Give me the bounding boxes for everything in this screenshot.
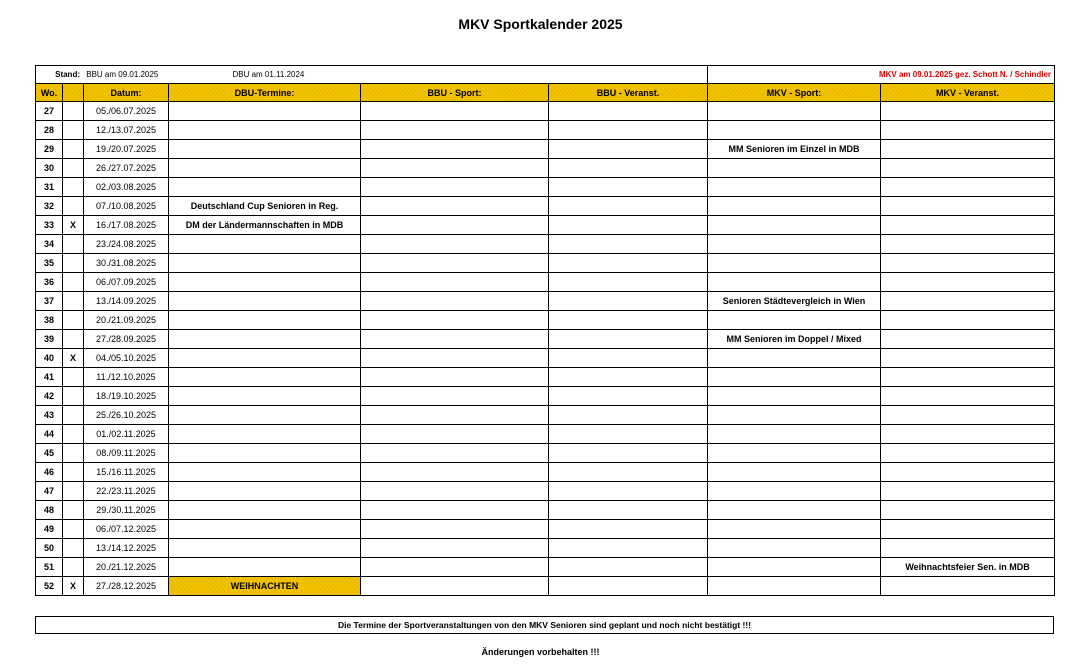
dbu-termine-cell bbox=[169, 406, 361, 425]
bbu-veranst-cell bbox=[549, 254, 708, 273]
dbu-termine-cell bbox=[169, 330, 361, 349]
bbu-veranst-cell bbox=[549, 311, 708, 330]
week-number: 28 bbox=[36, 121, 63, 140]
mark-x bbox=[63, 520, 84, 539]
mkv-sport-cell bbox=[708, 558, 881, 577]
table-row bbox=[36, 558, 1055, 577]
mkv-sport-cell bbox=[708, 368, 881, 387]
dbu-termine-cell bbox=[169, 558, 361, 577]
week-number: 31 bbox=[36, 178, 63, 197]
mark-x bbox=[63, 159, 84, 178]
mark-x bbox=[63, 330, 84, 349]
dbu-termine-cell bbox=[169, 368, 361, 387]
dbu-termine-cell bbox=[169, 425, 361, 444]
mkv-veranst-cell bbox=[881, 501, 1055, 520]
bbu-veranst-cell bbox=[549, 444, 708, 463]
bbu-sport-cell bbox=[361, 121, 549, 140]
bbu-sport-cell bbox=[361, 102, 549, 121]
bbu-sport-cell bbox=[361, 577, 549, 596]
stand-dbu: DBU am 01.11.2024 bbox=[232, 70, 305, 79]
week-number: 37 bbox=[36, 292, 63, 311]
mkv-sport-cell: Senioren Städtevergleich in Wien bbox=[708, 292, 881, 311]
bbu-sport-cell bbox=[361, 539, 549, 558]
week-number: 30 bbox=[36, 159, 63, 178]
mkv-sport-cell bbox=[708, 254, 881, 273]
week-number: 33 bbox=[36, 216, 63, 235]
mark-x: X bbox=[63, 216, 84, 235]
week-number: 38 bbox=[36, 311, 63, 330]
mark-x bbox=[63, 311, 84, 330]
calendar-sheet bbox=[35, 65, 1054, 596]
table-row bbox=[36, 102, 1055, 121]
dbu-termine-cell bbox=[169, 292, 361, 311]
bbu-veranst-cell bbox=[549, 520, 708, 539]
week-number: 45 bbox=[36, 444, 63, 463]
mark-x: X bbox=[63, 349, 84, 368]
bbu-veranst-cell bbox=[549, 577, 708, 596]
mkv-veranst-cell bbox=[881, 273, 1055, 292]
table-row bbox=[36, 501, 1055, 520]
mark-x bbox=[63, 482, 84, 501]
table-row bbox=[36, 235, 1055, 254]
stand-row bbox=[36, 66, 1055, 84]
bbu-sport-cell bbox=[361, 254, 549, 273]
dbu-termine-cell bbox=[169, 501, 361, 520]
bbu-sport-cell bbox=[361, 235, 549, 254]
table-row bbox=[36, 216, 1055, 235]
bbu-sport-cell bbox=[361, 558, 549, 577]
mark-x bbox=[63, 102, 84, 121]
bbu-sport-cell bbox=[361, 444, 549, 463]
date-cell: 19./20.07.2025 bbox=[84, 140, 169, 159]
bbu-sport-cell bbox=[361, 482, 549, 501]
mkv-sport-cell bbox=[708, 463, 881, 482]
dbu-termine-cell bbox=[169, 463, 361, 482]
calendar-table bbox=[35, 65, 1055, 596]
date-cell: 15./16.11.2025 bbox=[84, 463, 169, 482]
dbu-termine-cell bbox=[169, 235, 361, 254]
dbu-termine-cell: Deutschland Cup Senioren in Reg. bbox=[169, 197, 361, 216]
mkv-veranst-cell bbox=[881, 159, 1055, 178]
week-number: 49 bbox=[36, 520, 63, 539]
mkv-sport-cell bbox=[708, 311, 881, 330]
mkv-sport-cell bbox=[708, 121, 881, 140]
bbu-sport-cell bbox=[361, 273, 549, 292]
table-row bbox=[36, 121, 1055, 140]
stand-mkv: MKV am 09.01.2025 gez. Schott N. / Schindler bbox=[708, 66, 1055, 84]
mark-x bbox=[63, 558, 84, 577]
week-number: 46 bbox=[36, 463, 63, 482]
week-number: 47 bbox=[36, 482, 63, 501]
dbu-termine-cell bbox=[169, 444, 361, 463]
bbu-sport-cell bbox=[361, 463, 549, 482]
mkv-veranst-cell bbox=[881, 330, 1055, 349]
date-cell: 12./13.07.2025 bbox=[84, 121, 169, 140]
week-number: 42 bbox=[36, 387, 63, 406]
mkv-veranst-cell bbox=[881, 216, 1055, 235]
date-cell: 05./06.07.2025 bbox=[84, 102, 169, 121]
bbu-sport-cell bbox=[361, 140, 549, 159]
week-number: 32 bbox=[36, 197, 63, 216]
bbu-sport-cell bbox=[361, 387, 549, 406]
date-cell: 13./14.12.2025 bbox=[84, 539, 169, 558]
dbu-termine-cell bbox=[169, 102, 361, 121]
mark-x bbox=[63, 501, 84, 520]
mkv-veranst-cell bbox=[881, 387, 1055, 406]
header-dbu-termine: DBU-Termine: bbox=[169, 84, 361, 102]
bbu-veranst-cell bbox=[549, 482, 708, 501]
dbu-termine-cell bbox=[169, 273, 361, 292]
table-row bbox=[36, 387, 1055, 406]
mkv-veranst-cell bbox=[881, 444, 1055, 463]
mark-x bbox=[63, 178, 84, 197]
footer-notice: Die Termine der Sportveranstaltungen von den MKV Senioren sind geplant und noch nicht bestätigt !!! bbox=[35, 616, 1054, 634]
mkv-veranst-cell bbox=[881, 368, 1055, 387]
dbu-termine-cell bbox=[169, 121, 361, 140]
table-row bbox=[36, 577, 1055, 596]
table-row bbox=[36, 444, 1055, 463]
date-cell: 11./12.10.2025 bbox=[84, 368, 169, 387]
bbu-veranst-cell bbox=[549, 140, 708, 159]
bbu-veranst-cell bbox=[549, 159, 708, 178]
date-cell: 25./26.10.2025 bbox=[84, 406, 169, 425]
mark-x bbox=[63, 368, 84, 387]
mkv-veranst-cell bbox=[881, 292, 1055, 311]
bbu-sport-cell bbox=[361, 197, 549, 216]
week-number: 41 bbox=[36, 368, 63, 387]
bbu-sport-cell bbox=[361, 501, 549, 520]
bbu-veranst-cell bbox=[549, 349, 708, 368]
mkv-sport-cell: MM Senioren im Doppel / Mixed bbox=[708, 330, 881, 349]
mkv-veranst-cell bbox=[881, 311, 1055, 330]
dbu-termine-cell: DM der Ländermannschaften in MDB bbox=[169, 216, 361, 235]
mkv-sport-cell bbox=[708, 425, 881, 444]
mkv-veranst-cell bbox=[881, 102, 1055, 121]
bbu-veranst-cell bbox=[549, 539, 708, 558]
stand-cell bbox=[36, 66, 708, 84]
mark-x bbox=[63, 121, 84, 140]
dbu-termine-cell bbox=[169, 254, 361, 273]
mkv-sport-cell bbox=[708, 539, 881, 558]
week-number: 40 bbox=[36, 349, 63, 368]
footer-note: Änderungen vorbehalten !!! bbox=[481, 647, 600, 657]
week-number: 36 bbox=[36, 273, 63, 292]
mkv-sport-cell bbox=[708, 159, 881, 178]
date-cell: 07./10.08.2025 bbox=[84, 197, 169, 216]
table-row bbox=[36, 292, 1055, 311]
mkv-veranst-cell bbox=[881, 463, 1055, 482]
dbu-termine-cell bbox=[169, 349, 361, 368]
dbu-termine-cell bbox=[169, 387, 361, 406]
bbu-veranst-cell bbox=[549, 102, 708, 121]
mark-x bbox=[63, 387, 84, 406]
mkv-veranst-cell bbox=[881, 235, 1055, 254]
date-cell: 20./21.09.2025 bbox=[84, 311, 169, 330]
stand-label: Stand: bbox=[55, 70, 80, 79]
date-cell: 29./30.11.2025 bbox=[84, 501, 169, 520]
dbu-termine-cell bbox=[169, 482, 361, 501]
bbu-veranst-cell bbox=[549, 292, 708, 311]
mkv-sport-cell bbox=[708, 520, 881, 539]
table-row bbox=[36, 539, 1055, 558]
bbu-sport-cell bbox=[361, 311, 549, 330]
dbu-termine-cell: WEIHNACHTEN bbox=[169, 577, 361, 596]
mark-x bbox=[63, 539, 84, 558]
mark-x bbox=[63, 444, 84, 463]
bbu-sport-cell bbox=[361, 520, 549, 539]
mark-x: X bbox=[63, 577, 84, 596]
header-mkv-sport: MKV - Sport: bbox=[708, 84, 881, 102]
table-row bbox=[36, 273, 1055, 292]
date-cell: 13./14.09.2025 bbox=[84, 292, 169, 311]
table-row bbox=[36, 311, 1055, 330]
mkv-sport-cell bbox=[708, 349, 881, 368]
table-row bbox=[36, 178, 1055, 197]
bbu-veranst-cell bbox=[549, 558, 708, 577]
bbu-veranst-cell bbox=[549, 235, 708, 254]
mark-x bbox=[63, 235, 84, 254]
week-number: 27 bbox=[36, 102, 63, 121]
mkv-sport-cell bbox=[708, 577, 881, 596]
dbu-termine-cell bbox=[169, 159, 361, 178]
table-row bbox=[36, 406, 1055, 425]
date-cell: 06./07.12.2025 bbox=[84, 520, 169, 539]
bbu-veranst-cell bbox=[549, 121, 708, 140]
table-row bbox=[36, 197, 1055, 216]
mkv-sport-cell bbox=[708, 501, 881, 520]
bbu-sport-cell bbox=[361, 425, 549, 444]
date-cell: 01./02.11.2025 bbox=[84, 425, 169, 444]
bbu-veranst-cell bbox=[549, 501, 708, 520]
mkv-sport-cell bbox=[708, 235, 881, 254]
mkv-veranst-cell bbox=[881, 121, 1055, 140]
table-row bbox=[36, 482, 1055, 501]
table-row bbox=[36, 140, 1055, 159]
mkv-veranst-cell bbox=[881, 577, 1055, 596]
date-cell: 22./23.11.2025 bbox=[84, 482, 169, 501]
mkv-sport-cell bbox=[708, 387, 881, 406]
mkv-sport-cell bbox=[708, 406, 881, 425]
bbu-sport-cell bbox=[361, 368, 549, 387]
week-number: 34 bbox=[36, 235, 63, 254]
mkv-veranst-cell bbox=[881, 482, 1055, 501]
table-row bbox=[36, 330, 1055, 349]
table-row bbox=[36, 520, 1055, 539]
header-wo: Wo. bbox=[36, 84, 63, 102]
mkv-veranst-cell bbox=[881, 520, 1055, 539]
date-cell: 16./17.08.2025 bbox=[84, 216, 169, 235]
bbu-sport-cell bbox=[361, 178, 549, 197]
mkv-sport-cell bbox=[708, 216, 881, 235]
header-bbu-veranst: BBU - Veranst. bbox=[549, 84, 708, 102]
week-number: 39 bbox=[36, 330, 63, 349]
date-cell: 30./31.08.2025 bbox=[84, 254, 169, 273]
mark-x bbox=[63, 292, 84, 311]
week-number: 35 bbox=[36, 254, 63, 273]
dbu-termine-cell bbox=[169, 311, 361, 330]
mkv-sport-cell bbox=[708, 197, 881, 216]
header-mkv-veranst: MKV - Veranst. bbox=[881, 84, 1055, 102]
dbu-termine-cell bbox=[169, 520, 361, 539]
mkv-sport-cell bbox=[708, 178, 881, 197]
mark-x bbox=[63, 273, 84, 292]
bbu-sport-cell bbox=[361, 406, 549, 425]
header-x bbox=[63, 84, 84, 102]
bbu-veranst-cell bbox=[549, 368, 708, 387]
week-number: 44 bbox=[36, 425, 63, 444]
stand-bbu: BBU am 09.01.2025 bbox=[86, 70, 159, 79]
table-row bbox=[36, 463, 1055, 482]
mkv-veranst-cell bbox=[881, 197, 1055, 216]
mark-x bbox=[63, 425, 84, 444]
table-row bbox=[36, 349, 1055, 368]
mark-x bbox=[63, 254, 84, 273]
week-number: 29 bbox=[36, 140, 63, 159]
header-row bbox=[36, 84, 1055, 102]
bbu-veranst-cell bbox=[549, 463, 708, 482]
week-number: 43 bbox=[36, 406, 63, 425]
date-cell: 27./28.09.2025 bbox=[84, 330, 169, 349]
date-cell: 20./21.12.2025 bbox=[84, 558, 169, 577]
date-cell: 18./19.10.2025 bbox=[84, 387, 169, 406]
bbu-sport-cell bbox=[361, 292, 549, 311]
mkv-veranst-cell bbox=[881, 425, 1055, 444]
table-row bbox=[36, 159, 1055, 178]
mkv-sport-cell bbox=[708, 102, 881, 121]
date-cell: 08./09.11.2025 bbox=[84, 444, 169, 463]
mkv-sport-cell bbox=[708, 444, 881, 463]
bbu-veranst-cell bbox=[549, 406, 708, 425]
dbu-termine-cell bbox=[169, 539, 361, 558]
mkv-veranst-cell bbox=[881, 349, 1055, 368]
mkv-sport-cell bbox=[708, 482, 881, 501]
mark-x bbox=[63, 140, 84, 159]
mark-x bbox=[63, 406, 84, 425]
mkv-sport-cell bbox=[708, 273, 881, 292]
week-number: 51 bbox=[36, 558, 63, 577]
mark-x bbox=[63, 197, 84, 216]
bbu-sport-cell bbox=[361, 216, 549, 235]
mkv-veranst-cell bbox=[881, 406, 1055, 425]
bbu-veranst-cell bbox=[549, 425, 708, 444]
mkv-veranst-cell bbox=[881, 539, 1055, 558]
bbu-sport-cell bbox=[361, 349, 549, 368]
table-row bbox=[36, 254, 1055, 273]
date-cell: 26./27.07.2025 bbox=[84, 159, 169, 178]
date-cell: 23./24.08.2025 bbox=[84, 235, 169, 254]
date-cell: 02./03.08.2025 bbox=[84, 178, 169, 197]
date-cell: 04./05.10.2025 bbox=[84, 349, 169, 368]
mkv-veranst-cell bbox=[881, 178, 1055, 197]
bbu-veranst-cell bbox=[549, 273, 708, 292]
header-bbu-sport: BBU - Sport: bbox=[361, 84, 549, 102]
dbu-termine-cell bbox=[169, 178, 361, 197]
week-number: 48 bbox=[36, 501, 63, 520]
header-datum: Datum: bbox=[84, 84, 169, 102]
page-title: MKV Sportkalender 2025 bbox=[458, 16, 623, 32]
bbu-veranst-cell bbox=[549, 178, 708, 197]
mkv-veranst-cell bbox=[881, 254, 1055, 273]
bbu-veranst-cell bbox=[549, 216, 708, 235]
bbu-veranst-cell bbox=[549, 387, 708, 406]
mkv-sport-cell: MM Senioren im Einzel in MDB bbox=[708, 140, 881, 159]
bbu-veranst-cell bbox=[549, 330, 708, 349]
bbu-sport-cell bbox=[361, 330, 549, 349]
dbu-termine-cell bbox=[169, 140, 361, 159]
week-number: 50 bbox=[36, 539, 63, 558]
week-number: 52 bbox=[36, 577, 63, 596]
table-row bbox=[36, 368, 1055, 387]
date-cell: 27./28.12.2025 bbox=[84, 577, 169, 596]
bbu-sport-cell bbox=[361, 159, 549, 178]
bbu-veranst-cell bbox=[549, 197, 708, 216]
mkv-veranst-cell: Weihnachtsfeier Sen. in MDB bbox=[881, 558, 1055, 577]
mark-x bbox=[63, 463, 84, 482]
date-cell: 06./07.09.2025 bbox=[84, 273, 169, 292]
table-row bbox=[36, 425, 1055, 444]
mkv-veranst-cell bbox=[881, 140, 1055, 159]
